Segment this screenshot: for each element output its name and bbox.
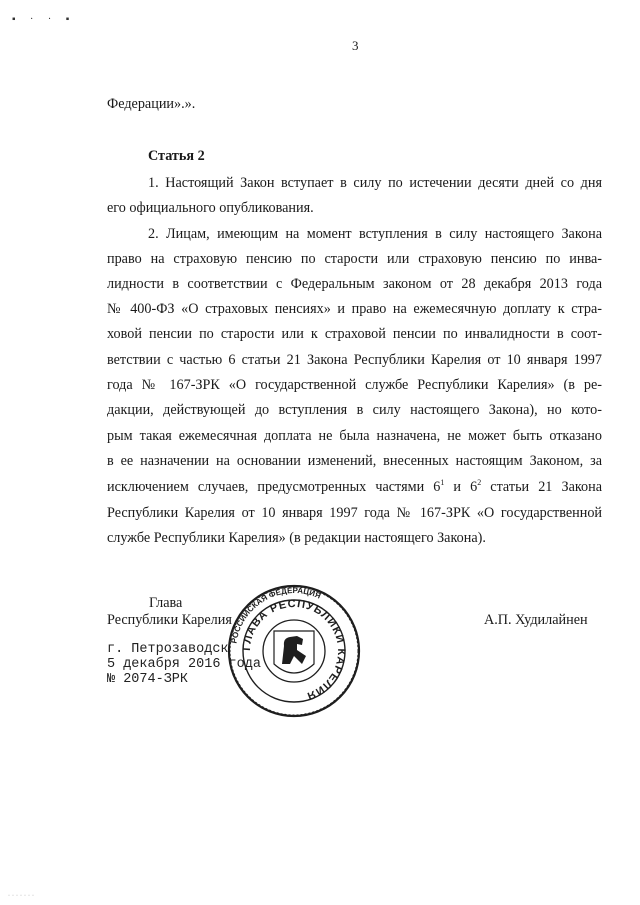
para2-line: года № 167-ЗРК «О государственной службе Республики Карелия» (в ре- <box>107 377 602 393</box>
para2-line: лидности в соответствии с Федеральным законом от 28 декабря 2013 года <box>107 276 602 292</box>
signatory-title: Глава <box>149 595 183 611</box>
part-number: $6^2$ <box>470 478 482 495</box>
bear-icon <box>282 636 306 664</box>
para2-line: Республики Карелия от 10 января 1997 года № 167-ЗРК «О государственной <box>107 505 602 521</box>
stamp-place: г. Петрозаводск <box>107 642 229 657</box>
para1-line: его официального опубликования. <box>107 200 314 216</box>
stamp-date: 5 декабря 2016 года <box>107 657 261 672</box>
para2-line: ховой пенсии по старости или к страховой пенсии по инвалидности в соот- <box>107 326 602 342</box>
continuation-text: Федерации».». <box>107 96 196 112</box>
part-number: $6^1$ <box>433 478 445 495</box>
para2-text: исключением случаев, предусмотренных частями <box>107 479 425 495</box>
signatory-name: А.П. Худилайнен <box>484 612 588 628</box>
para2-line: № 400-ФЗ «О страховых пенсиях» и право на ежемесячную доплату к стра- <box>107 301 602 317</box>
para2-line: службе Республики Карелия» (в редакции настоящего Закона). <box>107 530 486 546</box>
para2-line: ветствии с частью 6 статьи 21 Закона Республики Карелия от 10 января 1997 <box>107 352 602 368</box>
seal-inner-text: ГЛАВА РЕСПУБЛИКИ КАРЕЛИЯ <box>240 597 348 703</box>
para2-line: 2. Лицам, имеющим на момент вступления в силу настоящего Закона <box>148 226 602 242</box>
page-number: 3 <box>352 38 359 53</box>
stamp-number: № 2074-ЗРК <box>107 672 189 687</box>
para2-line: рым такая ежемесячная доплата не была назначена, не может быть отказано <box>107 428 602 444</box>
official-seal <box>227 584 361 718</box>
para2-line-with-superscripts <box>107 479 602 496</box>
para2-line: в ее назначении на основании изменений, внесенных настоящим Законом, за <box>107 453 602 469</box>
scan-marks: ▪ · · ▪ <box>12 14 76 25</box>
conjunction: и <box>453 479 462 495</box>
para2-line: дакции, действующей до вступления в силу настоящего Закона), но кото- <box>107 402 602 418</box>
para2-text: статьи 21 Закона <box>490 479 603 495</box>
scan-edge-dots: ······· <box>8 893 36 899</box>
para1-line: 1. Настоящий Закон вступает в силу по истечении десяти дней со дня <box>148 175 602 191</box>
signatory-title: Республики Карелия <box>107 612 232 628</box>
seal-outer-text: РОССИЙСКАЯ ФЕДЕРАЦИЯ <box>229 585 323 645</box>
para2-line: право на страховую пенсию по старости или страховую пенсию по инва- <box>107 251 602 267</box>
article-title: Статья 2 <box>148 148 205 164</box>
